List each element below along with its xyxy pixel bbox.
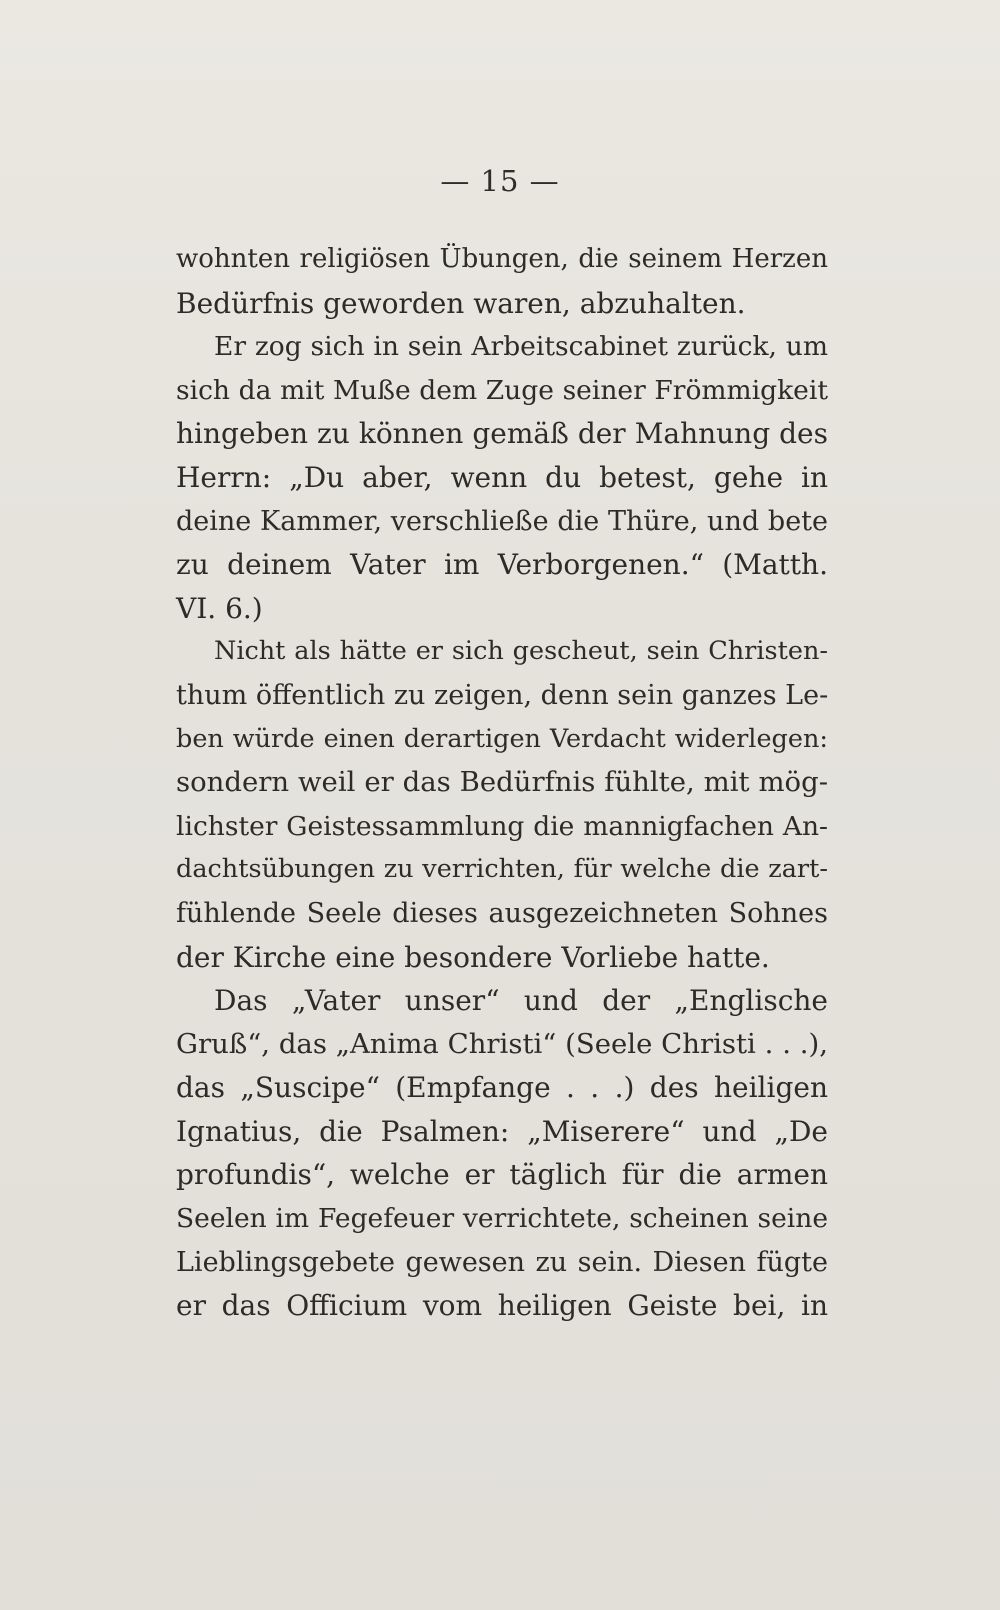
text-line: der Kirche eine besondere Vorliebe hatte. <box>176 940 770 974</box>
text-line: Das „Vater unser“ und der „Englische <box>214 984 828 1018</box>
text-line: Seelen im Fegefeuer verrichtete, scheinen seine <box>176 1203 828 1235</box>
text-line: deine Kammer, verschließe die Thüre, und bete <box>176 505 828 537</box>
text-line: Nicht als hätte er sich gescheut, sein Christen- <box>214 636 828 667</box>
text-line: zu deinem Vater im Verborgenen.“ (Matth. <box>176 548 828 582</box>
text-line: sich da mit Muße dem Zuge seiner Frömmigkeit <box>176 374 828 406</box>
text-line: hingeben zu können gemäß der Mahnung des <box>176 417 828 451</box>
text-line: Herrn: „Du aber, wenn du betest, gehe in <box>176 460 828 494</box>
text-line: Gruß“, das „Anima Christi“ (Seele Christi . . .), <box>176 1027 828 1060</box>
body-text <box>176 238 828 1328</box>
text-line: Lieblingsgebete gewesen zu sein. Diesen fügte <box>176 1246 828 1278</box>
text-line: lichster Geistessammlung die mannigfachen An- <box>176 810 828 842</box>
page-number: — 15 — <box>440 164 560 198</box>
text-line: profundis“, welche er täglich für die armen <box>176 1158 828 1192</box>
text-line: Er zog sich in sein Arbeitscabinet zurück, um <box>214 331 828 363</box>
text-line: thum öffentlich zu zeigen, denn sein ganzes Le- <box>176 679 829 711</box>
text-line: Bedürfnis geworden waren, abzuhalten. <box>176 286 746 320</box>
text-line: das „Suscipe“ (Empfange . . .) des heiligen <box>176 1071 828 1105</box>
text-line: VI. 6.) <box>176 591 263 625</box>
text-line: sondern weil er das Bedürfnis fühlte, mit mög- <box>176 766 828 799</box>
text-line: ben würde einen derartigen Verdacht widerlegen: <box>176 723 828 754</box>
text-line: Ignatius, die Psalmen: „Miserere“ und „De <box>176 1114 828 1148</box>
text-line: fühlende Seele dieses ausgezeichneten Sohnes <box>176 897 828 929</box>
text-line: dachtsübungen zu verrichten, für welche die zart- <box>176 854 828 885</box>
text-line: er das Officium vom heiligen Geiste bei, in <box>176 1289 828 1323</box>
text-line: wohnten religiösen Übungen, die seinem Herzen <box>176 244 828 274</box>
